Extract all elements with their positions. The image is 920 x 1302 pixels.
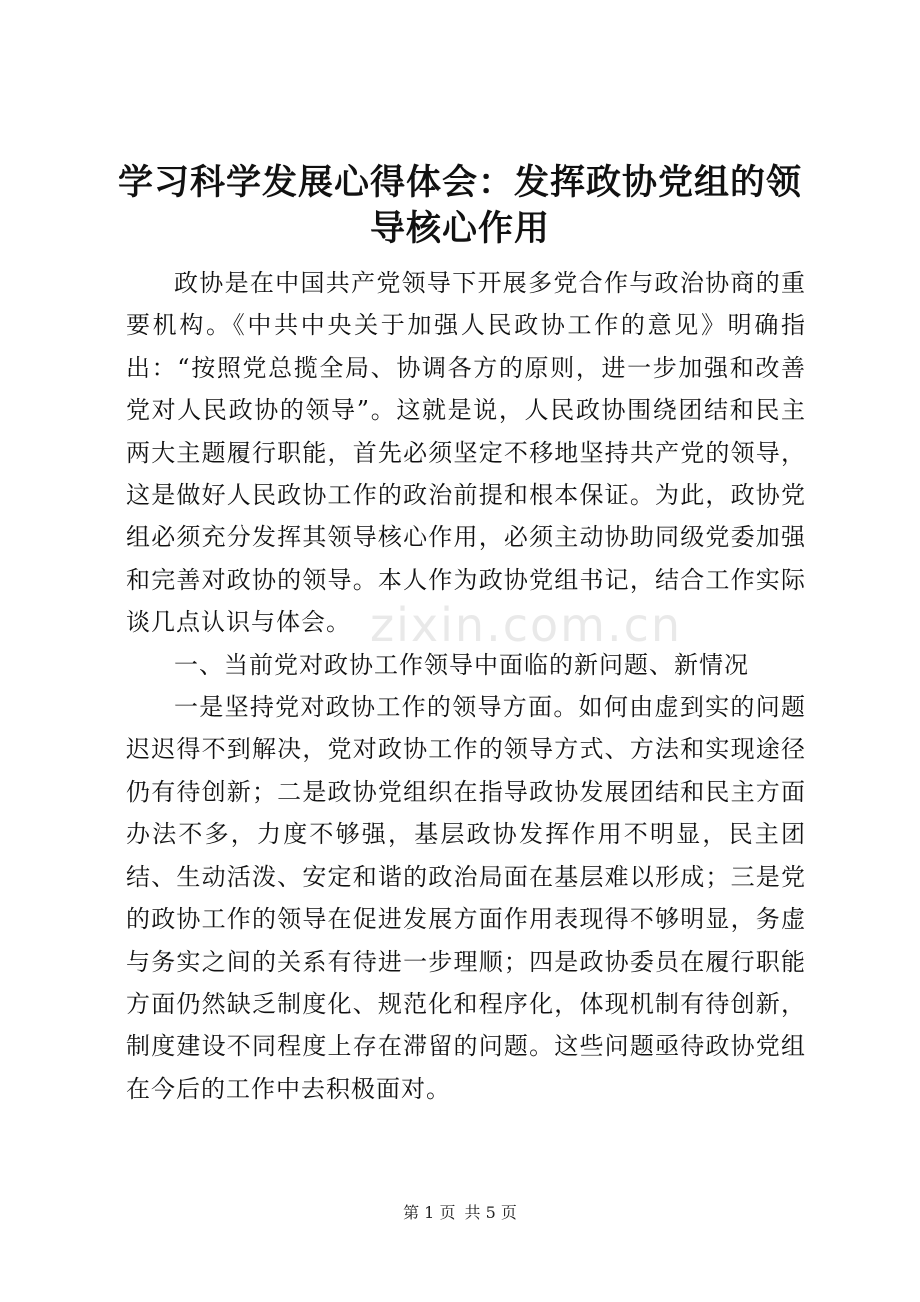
document-title: 学习科学发展心得体会：发挥政协党组的领导核心作用 [117,163,802,249]
body-paragraph: 政协是在中国共产党领导下开展多党合作与政治协商的重要机构。《中共中央关于加强人民政协工作的意见》明确指出：“按照党总揽全局、协调各方的原则，进一步加强和改善党对人民政协的领导”。这就是说，人民政协围绕团结和民主两大主题履行职能，首先必须坚定不移地坚持共产党的领导，这是做好人民政协工作的政治前提和根本保证。为此，政协党组必须充分发挥其领导核心作用，必须主动协助同级党委加强和完善对政协的领导。本人作为政协党组书记，结合工作实际谈几点认识与体会。 [126,269,806,637]
watermark: zixin.com.cn [370,598,683,652]
page-number: 第 1 页 [403,1203,456,1222]
document-body [126,262,806,1110]
section-heading: 一、当前党对政协工作领导中面临的新问题、新情况 [174,650,749,679]
page-footer [0,1200,920,1223]
body-paragraph: 一是坚持党对政协工作的领导方面。如何由虚到实的问题迟迟得不到解决，党对政协工作的领导方式、方法和实现途径仍有待创新；二是政协党组织在指导政协发展团结和民主方面办法不多，力度不够强，基层政协发挥作用不明显，民主团结、生动活泼、安定和谐的政治局面在基层难以形成；三是党的政协工作的领导在促进发展方面作用表现得不够明显，务虚与务实之间的关系有待进一步理顺；四是政协委员在履行职能方面仍然缺乏制度化、规范化和程序化，体现机制有待创新，制度建设不同程度上存在滞留的问题。这些问题亟待政协党组在今后的工作中去积极面对。 [126,693,806,1103]
page-total: 共 5 页 [464,1203,517,1222]
